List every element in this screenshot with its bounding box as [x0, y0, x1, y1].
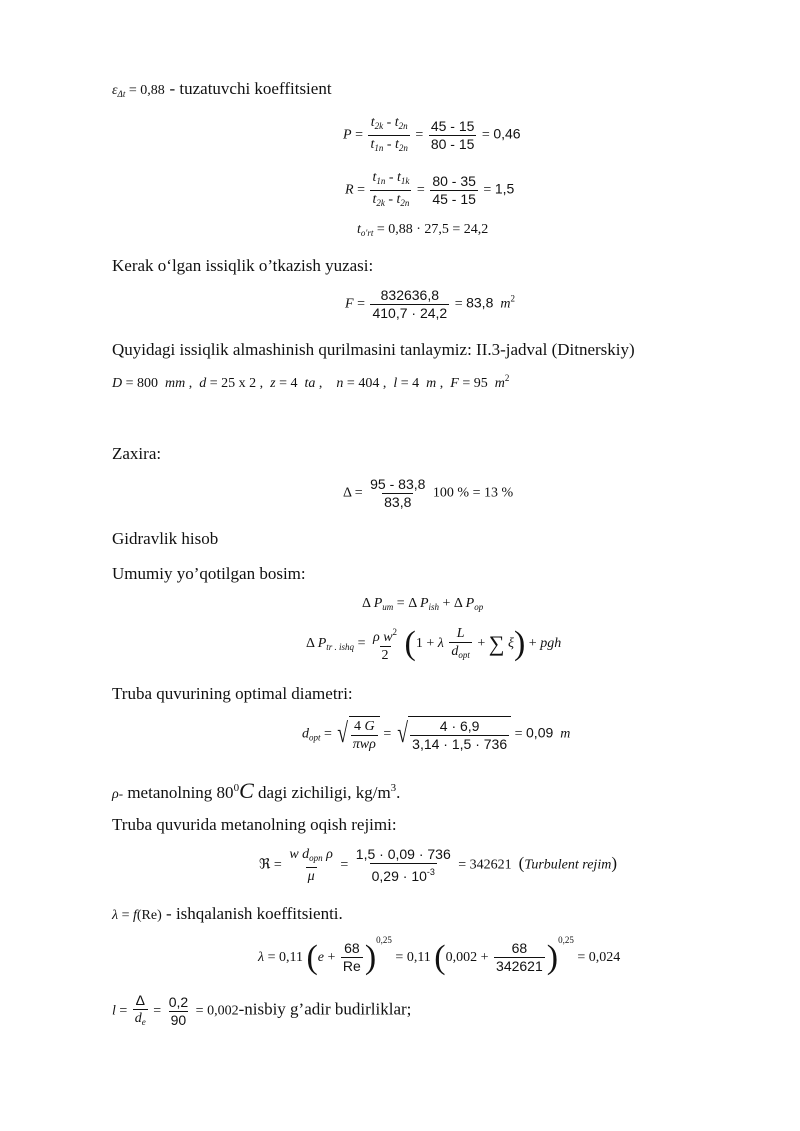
f-equation: F = $\frac{832636,8}{410,7 \cdot 24,2}$ = 83,8 $m^2$ — [345, 287, 515, 321]
p-equation: P = $\frac{t_{2k} - t_{2n}}{t_{1n} - t_{2n}}$ = $\frac{45 - 15}{80 - 15}$ = 0,46 — [343, 114, 521, 157]
dp-equation: Δ $P_{um} = \Delta$ $P_{ish} + \Delta$ $P_{op}$ — [362, 596, 484, 612]
re-equation: ℜ = $\frac{w d_{opn} \rho}{\mu}$ = $\frac{1,5 \cdot 0,09 \cdot 736}{0,29 \cdot 10^{-3}}$ = 342621 (Turbulent rejim) — [259, 846, 617, 884]
umumiy-heading: Umumiy yo’qotilgan bosim: — [112, 564, 306, 583]
zaxira-heading: Zaxira: — [112, 444, 162, 463]
lambda-line: λ = f(Re) - ishqalanish koeffitsienti. — [112, 904, 343, 923]
t-ort-equation: $t_{o'rt} = 0,88 \cdot 27,5 = 24,2$ — [357, 222, 489, 238]
lambda-equation: λ = 0,11 (e + $\frac{68}{Re}$ )$^{0,25}$ = 0,11 (0,002 + $\frac{68}{342621}$ )$^{0,25}$ = 0,024 — [258, 935, 621, 976]
dopt-equation: $d_{opt}$ = √ $\frac{4 G}{\text{πwρ}}$ = √ $\frac{4 \cdot 6,9}{3,14 \cdot 1,5 \cdot 736}$ = 0,09 m — [302, 718, 571, 752]
rejim-heading: Truba quvurida metanolning oqish rejimi: — [112, 815, 397, 834]
dp-friction-equation: Δ $P_{tr . ishq}$ = $\frac{\rho w^2}{2}$ (1 + λ $\frac{L}{d_{opt}}$ + ∑ ξ) + pgh — [306, 625, 562, 663]
diameter-heading: Truba quvurining optimal diametri: — [112, 684, 353, 703]
area-heading: Kerak o‘lgan issiqlik o’tkazish yuzasi: — [112, 256, 374, 275]
select-text: Quyidagi issiqlik almashinish qurilmasini tanlaymiz: II.3-jadval (Ditnerskiy) — [112, 340, 635, 359]
gidravlik-heading: Gidravlik hisob — [112, 529, 219, 548]
rho-line: ρ- metanolning $80^0C$ dagi zichiligi, $kg/m^3$. — [112, 778, 401, 803]
r-equation: R = $\frac{t_{1n} - t_{1k}}{t_{2k} - t_{2n}}$ = $\frac{80 - 35}{45 - 15}$ = 1,5 — [345, 169, 514, 212]
epsilon-text: - tuzatuvchi koeffitsient — [169, 79, 332, 98]
l-equation: l = $\frac{\Delta}{d_e}$ = $\frac{0,2}{90}$ = 0,002-nisbiy g’adir budirliklar; — [112, 992, 411, 1031]
delta-equation: Δ = $\frac{95 - 83,8}{83,8}$ 100 % = 13 % — [343, 476, 514, 510]
epsilon-equation: $\varepsilon_{\Delta t} = 0,88$ - tuzatuvchi koeffitsient — [112, 79, 332, 99]
params-line: D = 800 mm , d = 25 x 2 , z = 4 ta , n = 404 , l = 4 m , F = 95 $m^2$ — [112, 373, 510, 391]
